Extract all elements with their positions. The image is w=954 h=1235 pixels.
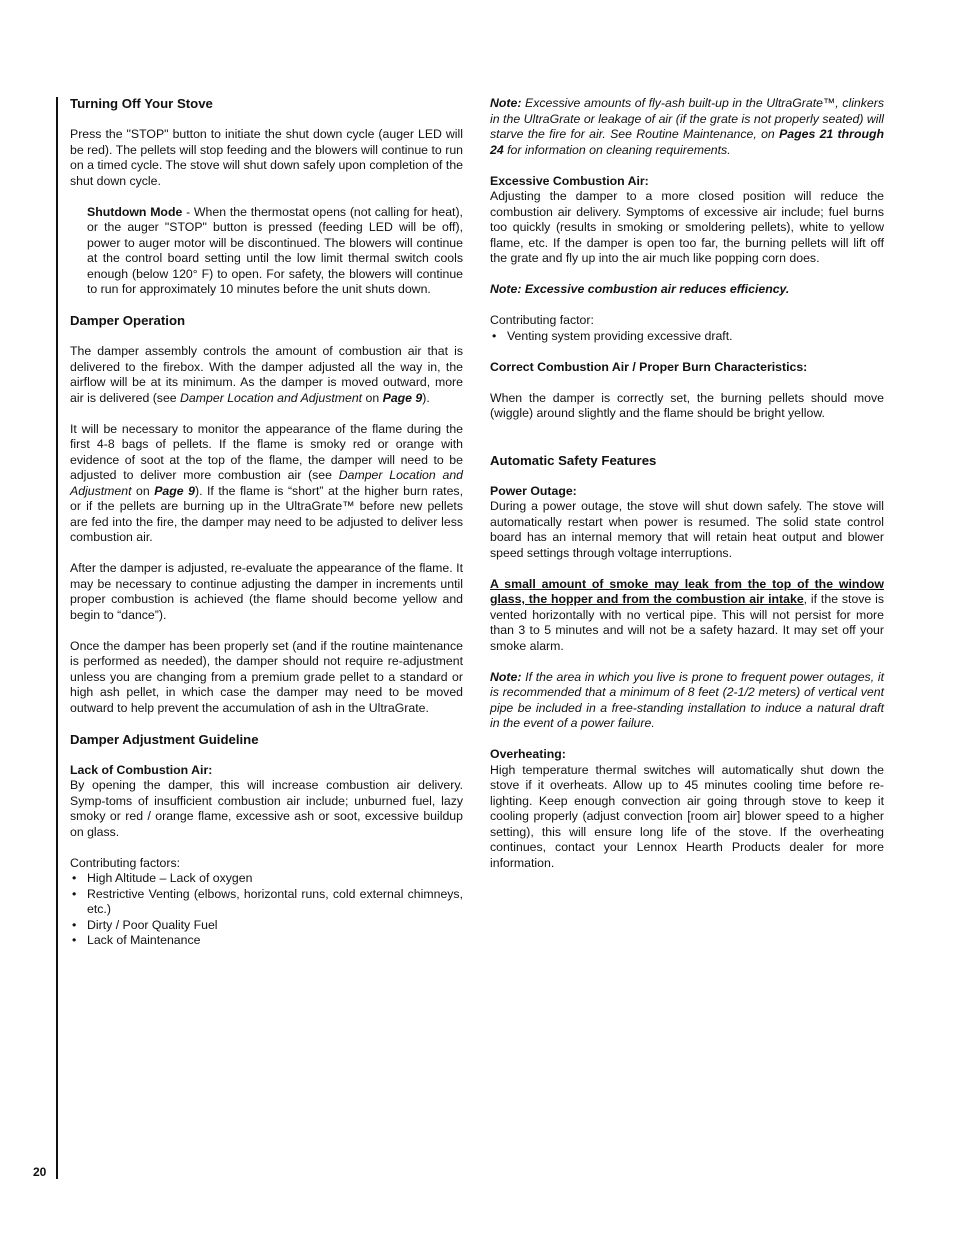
overheating-paragraph: High temperature thermal switches will automatically shut down the stove if it overheats. Allow up to 45 minutes cooling time before re-lighting. Keep enough convection air going through stove to keep it cooling properly (adjust convection [room air] blower speed to a higher setting), this will ensure long life of the stove. If the overheating continues, contact your Lennox Hearth Products dealer for more information. [490,762,884,870]
list-item: • Dirty / Poor Quality Fuel [70,918,463,934]
overheating-label: Overheating: [490,747,566,761]
excessive-air-paragraph: Adjusting the damper to a more closed position will reduce the combustion air delivery. Symptoms of excessive air include; fuel burns too quickly (results in smoking or smoldering pellets), white to yellow flame, etc. If the damper is open too far, the burning pellets will lift off the grate and fly up into the air much like popping corn does. [490,189,884,265]
contributing-factors-label: Contributing factors: [70,855,181,870]
note-efficiency: Note: Excessive combustion air reduces efficiency. [490,282,790,296]
shutdown-mode-paragraph: Shutdown Mode - When the thermostat opens (not calling for heat), or the auger "STOP" button is pressed (feeding LED will be off), power to auger motor will be discontinued. The blowers will continue at the control board setting until the low limit thermal switch cools enough (below 120° F) to open. For safety, the blowers will continue to run for approximately 10 minutes before the unit shuts down. [87,204,463,296]
heading-damper-operation: Damper Operation [70,313,186,328]
heading-damper-guideline: Damper Adjustment Guideline [70,731,259,747]
heading-safety-features: Automatic Safety Features [490,452,657,468]
damper-paragraph-2: It will be necessary to monitor the appearance of the flame during the first 4-8 bags of pellets. If the flame is smoky red or orange with evidence of soot at the top of the flame, the damper will need to be adjusted to deliver more combustion air (see Damper Location and Adjustment on Page 9). If the flame is “short” at the higher burn rates, or if the pellets are burning up in the UltraGrate™ before new pellets are fed into the fire, the damper may need to be adjusted to deliver less combustion air. [70,421,464,544]
list-item: • High Altitude – Lack of oxygen [70,871,463,887]
turning-off-paragraph: Press the "STOP" button to initiate the shut down cycle (auger LED will be red). The pellets will stop feeding and the blowers will continue to run on a timed cycle. The stove will shut down safely upon completion of the shut down cycle. [70,127,463,188]
lack-of-air-label: Lack of Combustion Air: [70,762,213,777]
lack-of-air-paragraph: By opening the damper, this will increase combustion air delivery. Symp-toms of insufficient combustion air include; unburned fuel, lazy smoky or red / orange flame, excessive ash or soot, excessive buildup on glass. [70,778,463,839]
shutdown-mode-label: Shutdown Mode [87,204,183,219]
power-outage-paragraph: During a power outage, the stove will shut down safely. The stove will automatically restart when power is resumed. The solid state control board has an internal memory that will retain heat output and blower speed settings through voltage interruptions. [490,499,884,560]
right-column [490,96,884,887]
excessive-air-label: Excessive Combustion Air: [490,173,649,188]
list-item: • Lack of Maintenance [70,933,463,949]
contributing-factor-label: Contributing factor: [490,313,594,327]
list-item: • Venting system providing excessive draft. [490,329,884,345]
damper-paragraph-4: Once the damper has been properly set (and if the routine maintenance is performed as needed), the damper should not require re-adjustment unless you are changing from a premium grade pellet to a standard or high ash pellet, in which case the damper may need to be moved outward to help prevent the accumulation of ash in the UltraGrate. [70,638,463,715]
margin-rule [56,97,58,1179]
contributing-factors-list [70,871,463,949]
page-number: 20 [33,1165,47,1179]
note-fly-ash: Note: Excessive amounts of fly-ash built-up in the UltraGrate™, clinkers in the UltraGrate or leakage of air (if the grate is not properly seated) will starve the fire for air. See Routine Maintenance, on Pages 21 through 24 for information on cleaning requirements. [490,96,884,157]
damper-paragraph-1: The damper assembly controls the amount of combustion air that is delivered to the firebox. With the damper adjusted all the way in, the airflow will be at its minimum. As the damper is moved outward, more air is delivered (see Damper Location and Adjustment on Page 9). [70,344,463,405]
list-item: • Restrictive Venting (elbows, horizontal runs, cold external chimneys, etc.) [70,887,463,918]
correct-air-label: Correct Combustion Air / Proper Burn Characteristics: [490,359,808,374]
power-outage-label: Power Outage: [490,483,577,498]
contributing-factor-list [490,329,884,345]
smoke-warning-paragraph: A small amount of smoke may leak from the top of the window glass, the hopper and from the combustion air intake, if the stove is vented horizontally with no vertical pipe. This will not persist for more than 3 to 5 minutes and will not be a safety hazard. It may set off your smoke alarm. [490,576,884,653]
correct-air-paragraph: When the damper is correctly set, the burning pellets should move (wiggle) around slightly and the flame should be bright yellow. [490,390,884,420]
note-power-outages: Note: If the area in which you live is prone to frequent power outages, it is recommended that a minimum of 8 feet (2-1/2 meters) of vertical vent pipe be included in a free-standing installation to induce a natural draft in the event of a power failure. [490,669,884,730]
damper-paragraph-3: After the damper is adjusted, re-evaluate the appearance of the flame. It may be necessary to continue adjusting the damper in increments until proper combustion is achieved (the flame should become yellow and begin to “dance”). [70,561,463,622]
left-column [70,96,463,964]
heading-turning-off: Turning Off Your Stove [70,96,213,111]
